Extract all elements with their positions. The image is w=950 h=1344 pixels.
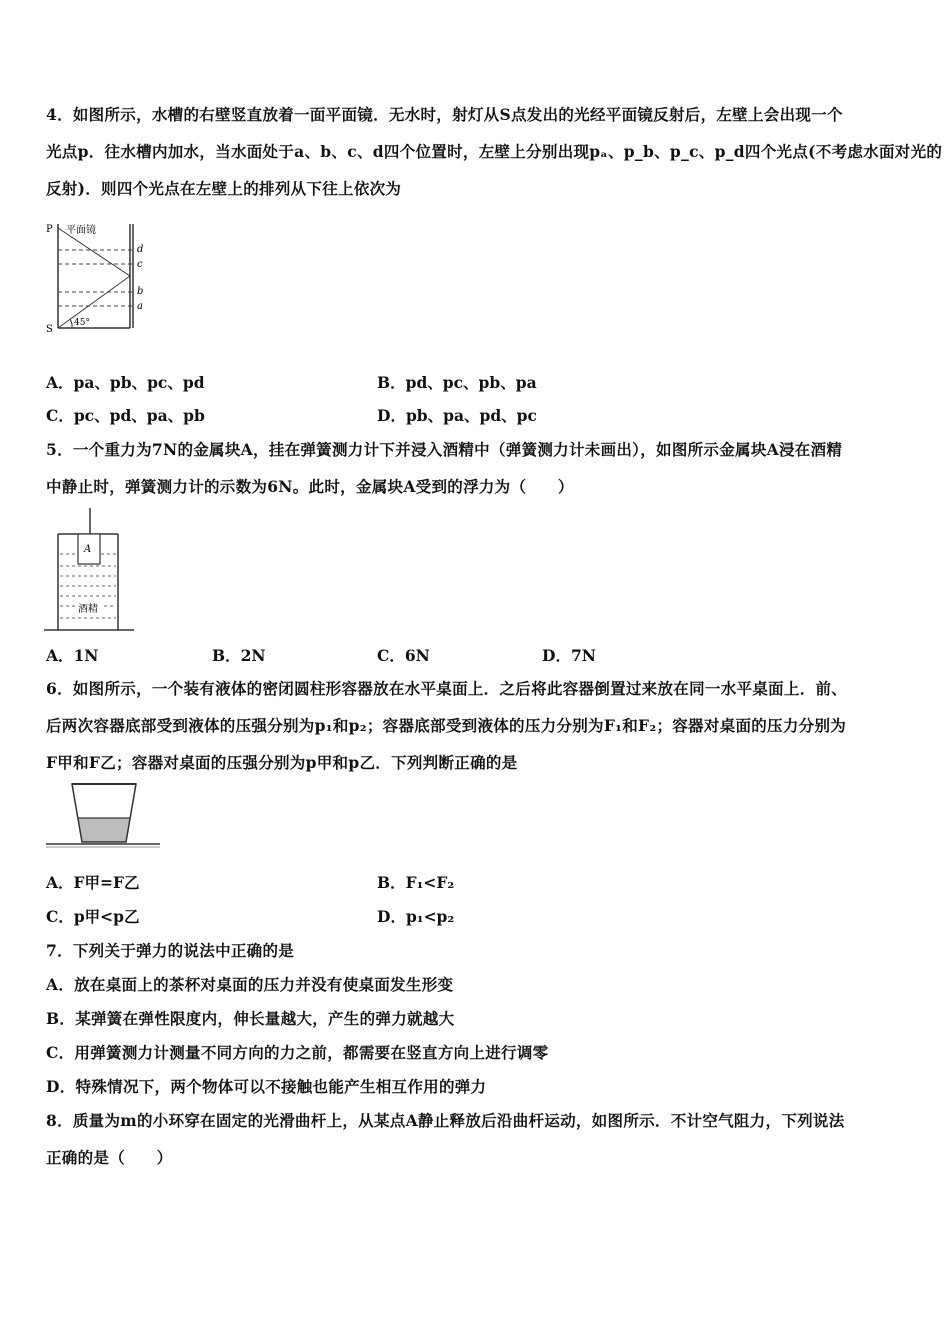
q6-figure: [44, 780, 162, 852]
q5-liquid-label: 酒精: [78, 604, 98, 615]
q4-label-b: b: [137, 286, 144, 297]
q6-line3: F甲和F乙；容器对桌面的压强分别为p甲和p乙．下列判断正确的是: [46, 753, 518, 772]
q4-option-b[interactable]: B．pd、pc、pb、pa: [377, 373, 537, 392]
q4-option-c[interactable]: C．pc、pd、pa、pb: [46, 406, 205, 425]
q5-option-c[interactable]: C．6N: [377, 646, 430, 665]
q7-option-c[interactable]: C．用弹簧测力计测量不同方向的力之前，都需要在竖直方向上进行调零: [46, 1043, 549, 1062]
q6-option-b[interactable]: B．F₁<F₂: [377, 873, 455, 892]
q7-option-a[interactable]: A．放在桌面上的茶杯对桌面的压力并没有使桌面发生形变: [46, 975, 454, 994]
q5-line1: 5．一个重力为7N的金属块A，挂在弹簧测力计下并浸入酒精中（弹簧测力计未画出），如图所示金属块A浸在酒精: [46, 440, 843, 459]
q6-line1: 6．如图所示，一个装有液体的密闭圆柱形容器放在水平桌面上．之后将此容器倒置过来放在同一水平桌面上．前、: [46, 679, 848, 698]
q6-line2: 后两次容器底部受到液体的压强分别为p₁和p₂；容器底部受到液体的压力分别为F₁和F₂；容器对桌面的压力分别为: [46, 716, 847, 735]
q4-line3: 反射)．则四个光点在左壁上的排列从下往上依次为: [46, 179, 402, 198]
q5-figure: [44, 506, 136, 634]
q4-label-c: c: [137, 259, 143, 270]
q4-angle-label: 45°: [74, 318, 90, 328]
q5-line2: 中静止时，弹簧测力计的示数为6N。此时，金属块A受到的浮力为（ ）: [46, 477, 574, 496]
q5-option-a[interactable]: A．1N: [46, 646, 99, 665]
q7-option-d[interactable]: D．特殊情况下，两个物体可以不接触也能产生相互作用的弹力: [46, 1077, 487, 1096]
q6-option-c[interactable]: C．p甲<p乙: [46, 907, 140, 926]
q4-mirror-label: 平面镜: [66, 225, 96, 236]
q7-option-b[interactable]: B．某弹簧在弹性限度内，伸长量越大，产生的弹力就越大: [46, 1009, 455, 1028]
q8-line1: 8．质量为m的小环穿在固定的光滑曲杆上，从某点A静止释放后沿曲杆运动，如图所示．不计空气阻力，下列说法: [46, 1111, 845, 1130]
q4-line1: 4．如图所示，水槽的右壁竖直放着一面平面镜．无水时，射灯从S点发出的光经平面镜反射后，左壁上会出现一个: [46, 105, 843, 124]
q7-line1: 7．下列关于弹力的说法中正确的是: [46, 941, 295, 960]
q4-option-d[interactable]: D．pb、pa、pd、pc: [377, 406, 537, 425]
q4-label-p: P: [46, 224, 53, 235]
q4-label-a: a: [137, 301, 143, 312]
q5-block-label: A: [84, 544, 92, 555]
q4-figure: [44, 218, 150, 336]
q4-option-a[interactable]: A．pa、pb、pc、pd: [46, 373, 205, 392]
q4-label-s: S: [46, 324, 53, 335]
q6-option-d[interactable]: D．p₁<p₂: [377, 907, 455, 926]
q8-line2: 正确的是（ ）: [46, 1148, 173, 1167]
q5-option-d[interactable]: D．7N: [542, 646, 596, 665]
q4-line2: 光点p．往水槽内加水，当水面处于a、b、c、d四个位置时，左壁上分别出现pₐ、p_b、p_c、p_d四个光点(不考虑水面对光的: [46, 142, 943, 161]
q4-label-d: d: [137, 244, 144, 255]
q6-option-a[interactable]: A．F甲=F乙: [46, 873, 140, 892]
q5-option-b[interactable]: B．2N: [212, 646, 266, 665]
